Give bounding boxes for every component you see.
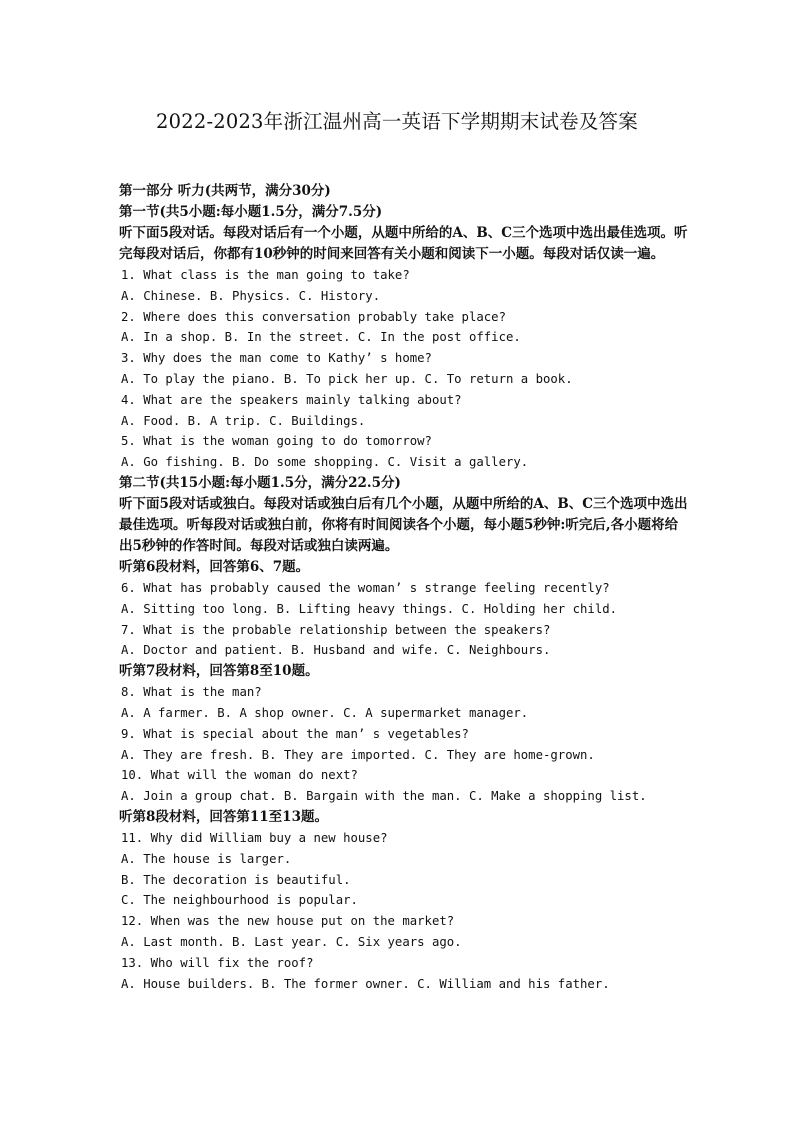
document-body (119, 181, 689, 994)
question-line: A. In a shop. B. In the street. C. In the post office. (121, 330, 521, 345)
question-line: A. Food. B. A trip. C. Buildings. (121, 413, 366, 428)
section-heading: 听第8段材料，回答第11至13题。 (119, 808, 328, 825)
question-line: 8. What is the man? (121, 685, 262, 700)
question-line: A. Join a group chat. B. Bargain with the man. C. Make a shopping list. (121, 789, 647, 804)
question-line: 1. What class is the man going to take? (121, 268, 410, 282)
question-line: A. Go fishing. B. Do some shopping. C. Visit a gallery. (121, 455, 529, 470)
question-line: 6. What has probably caused the woman’ s strange feeling recently? (121, 580, 610, 595)
section-heading: 第一节(共5小题:每小题1.5分，满分7.5分) (119, 204, 383, 220)
question-line: A. Sitting too long. B. Lifting heavy things. C. Holding her child. (121, 601, 618, 616)
question-line: 11. Why did William buy a new house? (121, 830, 388, 845)
question-line: A. To play the piano. B. To pick her up. C. To return a book. (121, 371, 573, 386)
section-heading: 听下面5段对话。每段对话后有一个小题，从题中所给的A、B、C三个选项中选出最佳选项。听完每段对话后，你都有10秒钟的时间来回答有关小题和阅读下一小题。每段对话仅读一遍。 (119, 225, 688, 262)
document-title: 2022-2023年浙江温州高一英语下学期期末试卷及答案 (156, 110, 638, 133)
question-line: A. House builders. B. The former owner. C. William and his father. (121, 976, 610, 991)
section-heading: 听第7段材料，回答第8至10题。 (119, 663, 319, 680)
section-heading: 听第6段材料，回答第6、7题。 (119, 558, 310, 575)
question-line: 9. What is special about the man’ s vegetables? (121, 726, 469, 741)
section-heading: 第一部分 听力(共两节，满分30分) (119, 183, 331, 199)
question-line: A. They are fresh. B. They are imported. C. They are home-grown. (121, 747, 595, 762)
question-line: 4. What are the speakers mainly talking about? (121, 392, 462, 407)
question-line: B. The decoration is beautiful. (121, 872, 351, 887)
question-line: 10. What will the woman do next? (121, 768, 358, 783)
question-line: A. Last month. B. Last year. C. Six years ago. (121, 934, 462, 949)
question-line: 5. What is the woman going to do tomorrow? (121, 434, 432, 449)
section-heading: 听下面5段对话或独白。每段对话或独白后有几个小题，从题中所给的A、B、C三个选项中选出最佳选项。听每段对话或独白前，你将有时间阅读各个小题，每小题5秒钟:听完后,各小题将给出5秒钟的作答时间。每段对话或独白读两遍。 (119, 495, 688, 554)
question-line: A. Doctor and patient. B. Husband and wife. C. Neighbours. (121, 643, 551, 658)
section-heading: 第二节(共15小题:每小题1.5分，满分22.5分) (119, 474, 401, 491)
question-line: A. The house is larger. (121, 851, 292, 866)
question-line: 2. Where does this conversation probably take place? (121, 309, 506, 324)
question-line: C. The neighbourhood is popular. (121, 893, 358, 908)
question-line: 13. Who will fix the roof? (121, 955, 314, 970)
question-line: A. Chinese. B. Physics. C. History. (121, 288, 381, 303)
question-line: 12. When was the new house put on the market? (121, 914, 455, 929)
question-line: A. A farmer. B. A shop owner. C. A supermarket manager. (121, 705, 529, 720)
question-line: 3. Why does the man come to Kathy’ s home? (121, 351, 432, 366)
question-line: 7. What is the probable relationship between the speakers? (121, 622, 551, 637)
